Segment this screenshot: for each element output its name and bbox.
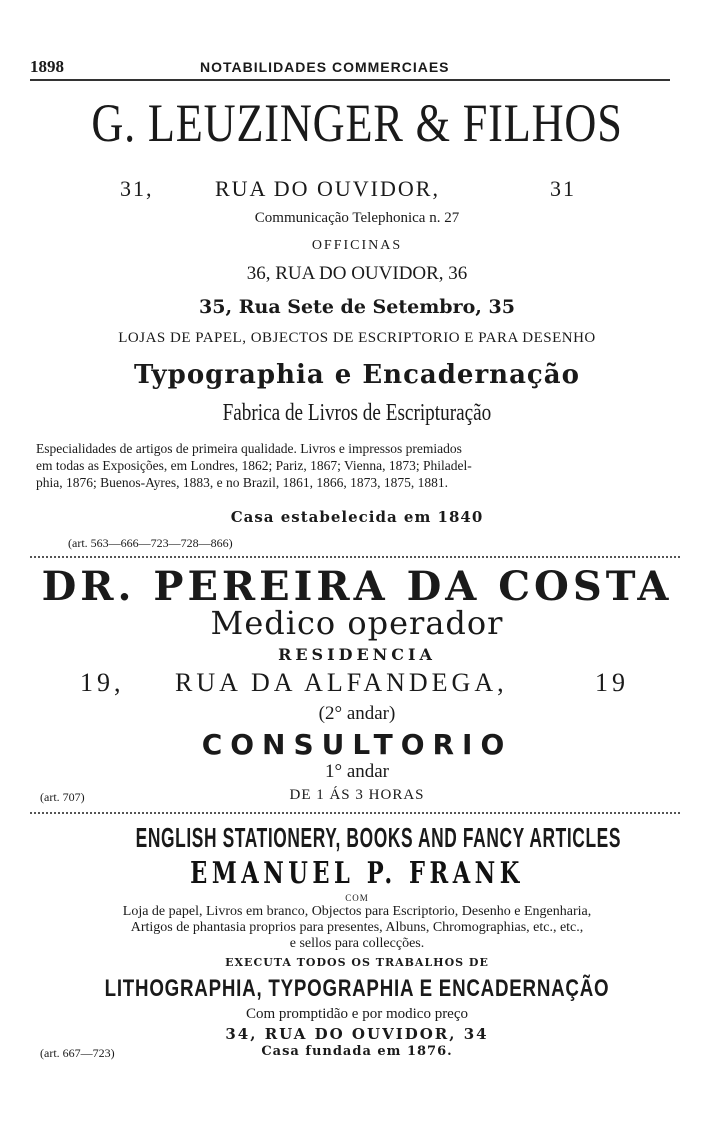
residence-number-right: 19 [595, 668, 629, 697]
frank-description [0, 904, 714, 952]
fabrica-text: Fabrica de Livros de Escripturação [222, 400, 492, 426]
workshop-address: 36, RUA DO OUVIDOR, 36 [246, 263, 468, 284]
executa-line: EXECUTA TODOS OS TRABALHOS DE [225, 956, 489, 969]
consultorio-label: CONSULTORIO [201, 728, 513, 761]
section-divider [30, 556, 680, 558]
header-rule [30, 79, 670, 81]
frank-heading: ENGLISH STATIONERY, BOOKS AND FANCY ARTICLES [135, 822, 622, 853]
consult-hours: DE 1 ÁS 3 HORAS [289, 787, 425, 803]
officinas-label: OFFICINAS [311, 238, 403, 253]
established-line: Casa estabelecida em 1840 [230, 508, 484, 526]
doctor-name: DR. PEREIRA DA COSTA [41, 563, 673, 610]
frank-art-ref: (art. 667—723) [40, 1046, 115, 1060]
typographia-line: Typographia e Encadernação [134, 360, 580, 390]
description-line: em todas as Exposições, em Londres, 1862; Pariz, 1867; Vienna, 1873; Philadel- [36, 458, 472, 473]
promptidao-line: Com promptidão e por modico preço [245, 1006, 469, 1022]
residencia-label: RESIDENCIA [278, 645, 436, 664]
lojas-line: LOJAS DE PAPEL, OBJECTOS DE ESCRIPTORIO E PARA DESENHO [118, 330, 596, 346]
fabrica-line [0, 400, 714, 427]
address-street: RUA DO OUVIDOR, [215, 176, 440, 201]
doctor-title: Medico operador [210, 604, 504, 642]
address-number-left: 31, [120, 176, 154, 201]
litho-line: LITHOGRAPHIA, TYPOGRAPHIA E ENCADERNAÇÃO [104, 975, 610, 1002]
page-header-title: NOTABILIDADES COMMERCIAES [200, 59, 450, 75]
residence-floor: (2° andar) [318, 703, 396, 724]
frank-address: 34, RUA DO OUVIDOR, 34 [225, 1025, 489, 1043]
frank-name: EMANUEL P. FRANK [190, 856, 524, 891]
description-line: phia, 1876; Buenos-Ayres, 1883, e no Brazil, 1861, 1866, 1873, 1875, 1881. [36, 475, 448, 490]
leuzinger-art-ref: (art. 563—666—723—728—866) [68, 536, 233, 550]
com-label: COM [345, 893, 369, 903]
section-divider [30, 812, 680, 814]
page-header [30, 57, 670, 79]
residence-number-left: 19, [80, 668, 125, 697]
frank-desc-line: Artigos de phantasia proprios para presentes, Albuns, Chromographias, etc., etc., [130, 920, 584, 935]
seto-setembro-address: 35, Rua Sete de Setembro, 35 [199, 296, 515, 318]
telephone-line: Communicação Telephonica n. 27 [254, 210, 460, 226]
frank-desc-line: Loja de papel, Livros em branco, Objectos para Escriptorio, Desenho e Engenharia, [122, 904, 592, 919]
leuzinger-description [36, 440, 676, 491]
founded-line: Casa fundada em 1876. [261, 1044, 453, 1059]
firm-name: G. LEUZINGER & FILHOS [91, 93, 623, 153]
consult-floor: 1° andar [324, 761, 390, 782]
frank-desc-line: e sellos para collecções. [289, 936, 425, 951]
page-year: 1898 [30, 57, 64, 76]
doctor-art-ref: (art. 707) [40, 790, 85, 804]
address-number-right: 31 [550, 176, 576, 201]
residence-street: RUA DA ALFANDEGA, [175, 668, 508, 697]
description-line: Especialidades de artigos de primeira qualidade. Livros e impressos premiados [36, 441, 462, 456]
